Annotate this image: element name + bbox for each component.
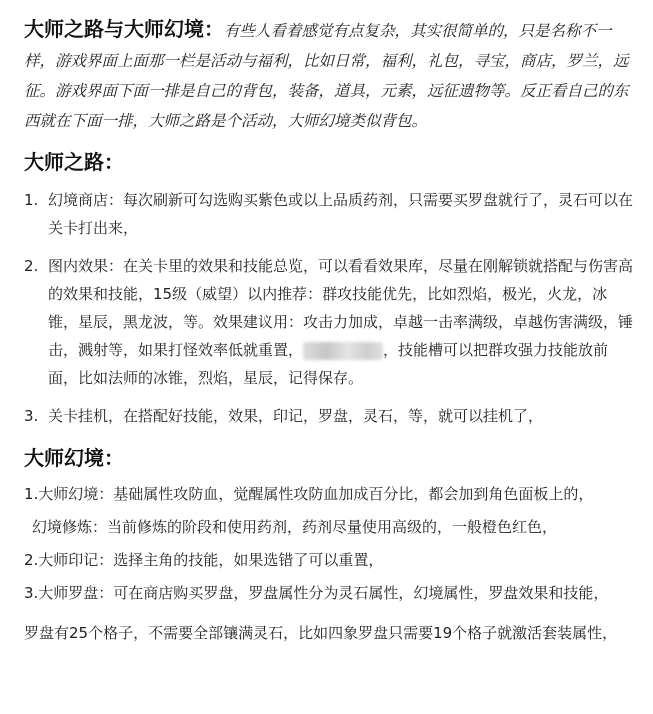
list-item-text: 幻境商店：每次刷新可勾选购买紫色或以上品质药剂，只需要买罗盘就行了，灵石可以在关卡打出来，: [48, 191, 634, 237]
list-item-number: 2.: [24, 257, 39, 275]
list-item-number: 1.: [24, 191, 39, 209]
master-road-list: [24, 186, 633, 430]
paragraph-realm: 1.大师幻境：基础属性攻防血，觉醒属性攻防血加成百分比，都会加到角色面板上的，: [24, 485, 594, 503]
paragraph-realm-training: 幻境修炼：当前修炼的阶段和使用药剂，药剂尽量使用高级的，一般橙色红色，: [32, 518, 558, 536]
list-item: [24, 252, 633, 392]
section-heading-master-road: 大师之路：: [24, 150, 124, 174]
list-item-text-continued: ，技能槽可以把群攻强力技能放前面，比如法师的冰锥，烈焰，星辰，记得保存。: [48, 341, 609, 387]
intro-text: 有些人看着感觉有点复杂，其实很简单的，只是名称不一样，游戏界面上面那一栏是活动与福利，比如日常，福利，礼包，寻宝，商店，罗兰，远征。游戏界面下面一排是自己的背包，装备，道具，元素，远征遗物等。反正看自己的东西就在下面一排，大师之路是个活动，大师幻境类似背包。: [24, 22, 629, 130]
paragraph-master-compass: 3.大师罗盘：可在商店购买罗盘，罗盘属性分为灵石属性，幻境属性，罗盘效果和技能，: [24, 584, 609, 602]
intro-paragraph: [24, 14, 633, 136]
paragraph-master-mark: 2.大师印记：选择主角的技能，如果选错了可以重置，: [24, 551, 384, 569]
list-item-text: 关卡挂机，在搭配好技能，效果，印记，罗盘，灵石，等，就可以挂机了，: [48, 407, 544, 425]
list-item: [24, 186, 633, 242]
list-item-number: 3.: [24, 407, 39, 425]
list-item: [24, 402, 633, 430]
paragraph-compass-slots: 罗盘有25个格子，不需要全部镶满灵石，比如四象罗盘只需要19个格子就激活套装属性，: [24, 624, 618, 642]
list-item-text: 图内效果：在关卡里的效果和技能总览，可以看看效果库，尽量在刚解锁就搭配与伤害高的效果和技能，15级（威望）以内推荐：群攻技能优先，比如烈焰，极光，火龙，冰锥，星辰，黑龙波，等。效果建议用：攻击力加成，卓越一击率满级，卓越伤害满级，锤击，溅射等，如果打怪效率低就重置，: [48, 257, 634, 359]
section-heading-master-realm: 大师幻境：: [24, 446, 124, 470]
intro-title: 大师之路与大师幻境：: [24, 17, 224, 41]
blurred-redaction: [303, 342, 383, 360]
